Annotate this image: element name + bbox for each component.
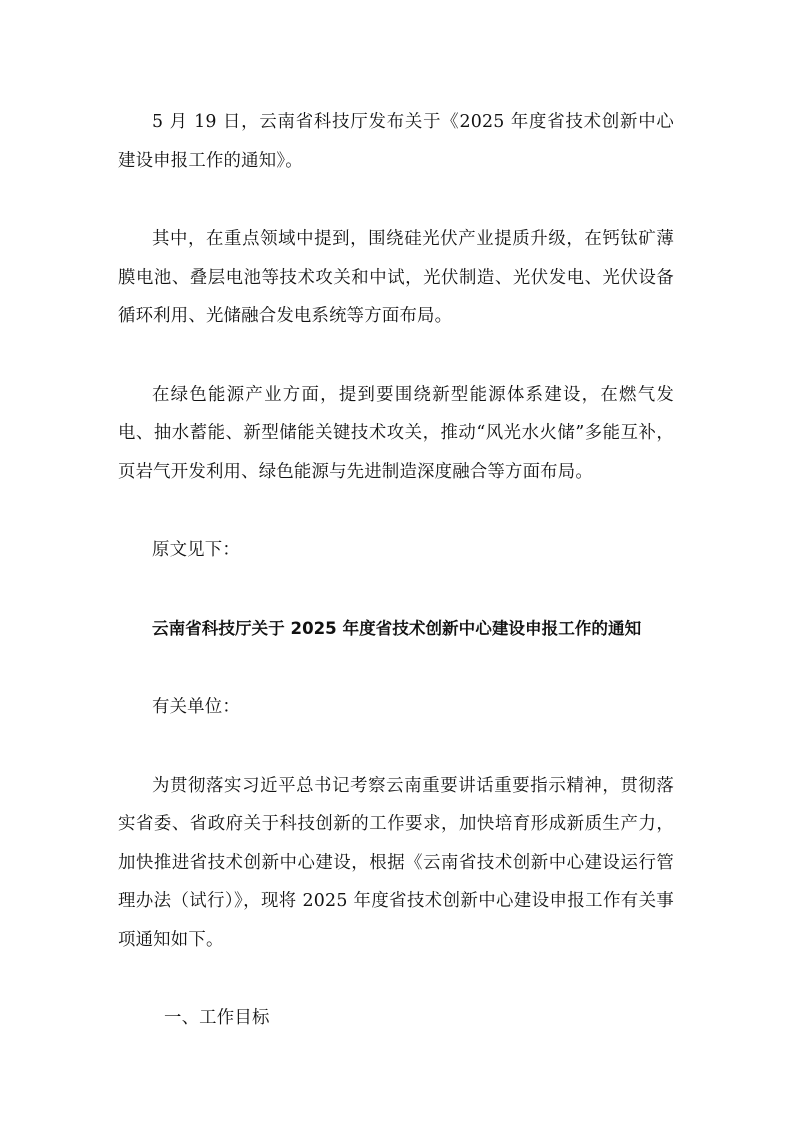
section-heading: 一、工作目标 [164, 1008, 270, 1028]
intro-paragraph-date: 5 月 19 日，云南省科技厅发布关于《2025 年度省技术创新中心建设申报工作的通知》。 [118, 112, 674, 171]
notice-title: 云南省科技厅关于 2025 年度省技术创新中心建设申报工作的通知 [152, 618, 642, 638]
salutation: 有关单位： [152, 697, 240, 717]
intro-paragraph-photovoltaic: 其中，在重点领域中提到，围绕硅光伏产业提质升级，在钙钛矿薄膜电池、叠层电池等技术攻关和中试，光伏制造、光伏发电、光伏设备循环利用、光储融合发电系统等方面布局。 [118, 229, 674, 326]
intro-paragraph-green-energy: 在绿色能源产业方面，提到要围绕新型能源体系建设，在燃气发电、抽水蓄能、新型储能关键技术攻关，推动“风光水火储”多能互补，页岩气开发利用、绿色能源与先进制造深度融合等方面布局。 [118, 384, 674, 482]
document-page [118, 103, 674, 1078]
intro-paragraph-original-text: 原文见下： [152, 540, 240, 560]
body-paragraph: 为贯彻落实习近平总书记考察云南重要讲话重要指示精神，贯彻落实省委、省政府关于科技创新的工作要求，加快培育形成新质生产力，加快推进省技术创新中心建设，根据《云南省技术创新中心建设运行管理办法（试行）》，现将 2025 年度省技术创新中心建设申报工作有关事项通知如下。 [118, 775, 674, 950]
